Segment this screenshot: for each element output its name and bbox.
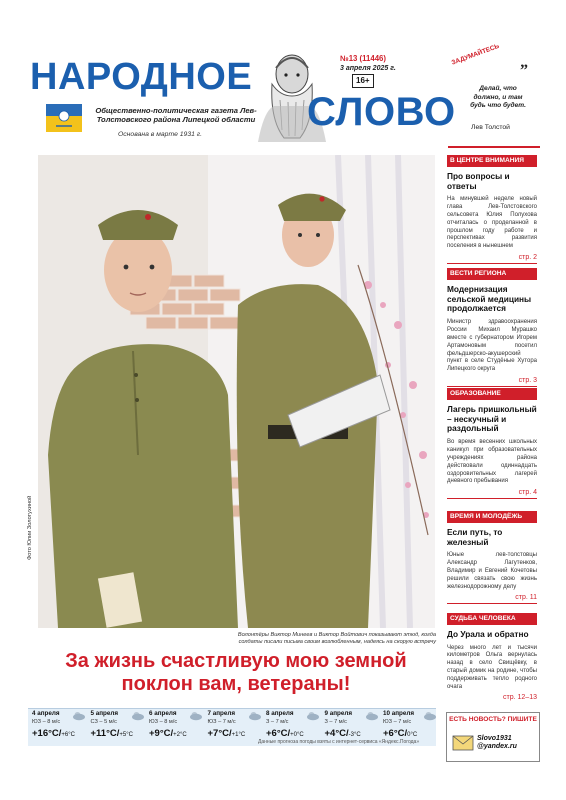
sidebar-story-page-link[interactable]: стр. 4 bbox=[518, 489, 537, 497]
cloud-icon bbox=[423, 711, 437, 721]
main-photo bbox=[38, 155, 435, 628]
weather-date: 9 апреля bbox=[324, 710, 353, 717]
quote-tag: ЗАДУМАЙТЕСЬ bbox=[450, 42, 501, 67]
quote-mark-icon: ” bbox=[520, 62, 528, 79]
weather-temp bbox=[266, 729, 324, 739]
news-tip-email[interactable]: Slovo1931 @yandex.ru bbox=[477, 735, 517, 751]
weather-temp bbox=[91, 729, 149, 739]
quote-text: Делай, что должно, и там будь что будет. bbox=[470, 85, 526, 110]
weather-wind: ЮЗ – 8 м/с bbox=[32, 719, 61, 726]
weather-day-temp: +6°C/ bbox=[383, 727, 408, 739]
cloud-icon bbox=[72, 711, 86, 721]
weather-day-temp: +7°C/ bbox=[207, 727, 232, 739]
sidebar-story[interactable] bbox=[447, 268, 537, 387]
weather-day-temp: +6°C/ bbox=[266, 727, 291, 739]
issue-number: №13 (11446) bbox=[340, 54, 386, 63]
sidebar-story-text: На минувшей неделе новый глава Лев-Толстовского сельсовета Юлия Полухова отчиталась о проделанной в прошлом году работе и перспективах развития поселения в нынешнем bbox=[447, 196, 537, 250]
photo-illustration bbox=[38, 155, 435, 628]
weather-temp bbox=[32, 729, 90, 739]
weather-night-temp: +5°C bbox=[119, 731, 133, 738]
weather-day bbox=[208, 711, 266, 745]
region-crest-icon bbox=[46, 104, 82, 132]
weather-night-temp: +6°C bbox=[61, 731, 75, 738]
sidebar-divider bbox=[447, 386, 537, 387]
sidebar-story[interactable] bbox=[447, 613, 537, 701]
envelope-icon bbox=[452, 733, 474, 751]
weather-source-note: Данные прогноза погоды взяты с интернет-сервиса «Яндекс.Погода» bbox=[258, 739, 420, 745]
weather-night-temp: +2°C bbox=[173, 731, 187, 738]
sidebar-story-title: Лагерь пришкольный – нескучный и раздольный bbox=[447, 403, 537, 434]
news-tip-heading: ЕСТЬ НОВОСТЬ? ПИШИТЕ bbox=[449, 716, 537, 723]
sidebar-story-title: Про вопросы и ответы bbox=[447, 170, 510, 191]
sidebar-divider bbox=[447, 603, 537, 604]
newspaper-title-part2: СЛОВО bbox=[307, 90, 456, 134]
weather-day-temp: +16°C/ bbox=[32, 727, 62, 739]
weather-wind: З – 7 м/с bbox=[266, 719, 289, 726]
weather-day bbox=[32, 711, 90, 745]
sidebar-rubric: В ЦЕНТРЕ ВНИМАНИЯ bbox=[447, 155, 537, 167]
weather-wind: З – 7 м/с bbox=[324, 719, 347, 726]
cloud-icon bbox=[131, 711, 145, 721]
sidebar-story-page-link[interactable]: стр. 11 bbox=[515, 594, 537, 602]
weather-wind: ЮЗ – 7 м/с bbox=[383, 719, 412, 726]
founded-note: Основана в марте 1931 г. bbox=[118, 131, 203, 138]
sidebar-divider bbox=[447, 498, 537, 499]
quote-divider bbox=[448, 146, 540, 148]
main-headline: За жизнь счастливую мою земной поклон вам, ветераны! bbox=[65, 650, 407, 695]
sidebar-story-page-link[interactable]: стр. 2 bbox=[518, 254, 537, 262]
sidebar-story[interactable] bbox=[447, 155, 537, 264]
sidebar-story-text: Во время весенних школьных каникул при образовательных учреждениях района действовали одиннадцать оздоровительных лагерей дневного пребывания bbox=[447, 439, 537, 485]
weather-wind: ЮЗ – 7 м/с bbox=[207, 719, 236, 726]
sidebar-rubric: ВРЕМЯ И МОЛОДЁЖЬ bbox=[447, 511, 537, 523]
sidebar-story[interactable] bbox=[447, 388, 537, 499]
newspaper-subtitle: Общественно-политическая газета Лев-Толстовского района Липецкой области bbox=[95, 106, 257, 125]
weather-date: 10 апреля bbox=[383, 710, 415, 717]
news-tip-box[interactable] bbox=[446, 712, 540, 762]
quote-box bbox=[447, 42, 542, 143]
cloud-icon bbox=[365, 711, 379, 721]
sidebar-story-page-link[interactable]: стр. 12–13 bbox=[503, 694, 537, 702]
newspaper-title-part1: НАРОДНОЕ bbox=[30, 56, 253, 98]
sidebar-story-title: Модернизация сельской медицины продолжается bbox=[447, 283, 532, 314]
weather-day bbox=[91, 711, 149, 745]
age-rating-badge: 16+ bbox=[352, 74, 374, 88]
sidebar-rubric: ОБРАЗОВАНИЕ bbox=[447, 388, 537, 400]
sidebar-divider bbox=[447, 263, 537, 264]
sidebar-rubric: СУДЬБА ЧЕЛОВЕКА bbox=[447, 613, 537, 625]
weather-day-temp: +9°C/ bbox=[149, 727, 174, 739]
sidebar-rubric: ВЕСТИ РЕГИОНА bbox=[447, 268, 537, 280]
weather-temp bbox=[383, 729, 441, 739]
sidebar-story-title: Если путь, то железный bbox=[447, 526, 503, 547]
sidebar-story-page-link[interactable]: стр. 3 bbox=[518, 377, 537, 385]
weather-date: 5 апреля bbox=[90, 710, 119, 717]
weather-day bbox=[149, 711, 207, 745]
masthead bbox=[26, 50, 456, 150]
weather-date: 8 апреля bbox=[266, 710, 294, 717]
weather-night-temp: +1°C bbox=[231, 731, 246, 738]
weather-wind: ЮЗ – 8 м/с bbox=[149, 719, 178, 726]
issue-date: 3 апреля 2025 г. bbox=[340, 65, 396, 72]
sidebar-story-text: Через много лет и тысячи километров Ольга вернулась назад в село Свищёвку, в старый домик на родине, чтобы поддерживать тепло родного очага bbox=[447, 644, 537, 690]
weather-night-temp: 0°C bbox=[407, 731, 418, 738]
weather-night-temp: +0°C bbox=[290, 731, 304, 738]
sidebar-story-text: Юные лев-толстовцы Александр Лагутенков, Владимир и Евгений Кочетовы решили связать свою жизнь железнодорожному делу bbox=[447, 552, 537, 590]
weather-day-temp: +4°C/ bbox=[324, 727, 349, 739]
weather-temp bbox=[149, 729, 207, 739]
sidebar-story[interactable] bbox=[447, 511, 537, 604]
cloud-icon bbox=[248, 711, 262, 721]
weather-date: 6 апреля bbox=[149, 710, 177, 717]
cloud-icon bbox=[306, 711, 320, 721]
sidebar-story-text: Министр здравоохранения России Михаил Мурашко вместе с губернатором Игорем Артамоновым посетил фельдшерско-акушерский пункт в селе Студёные Хутора Липецкого округа bbox=[447, 319, 537, 373]
weather-date: 7 апреля bbox=[207, 710, 236, 717]
weather-day-temp: +11°C/ bbox=[90, 727, 120, 739]
weather-wind: СЗ – 5 м/с bbox=[90, 719, 117, 726]
weather-temp bbox=[325, 729, 383, 739]
sidebar-story-title: До Урала и обратно bbox=[447, 628, 529, 639]
cloud-icon bbox=[189, 711, 203, 721]
weather-temp bbox=[208, 729, 266, 739]
weather-night-temp: -3°C bbox=[348, 731, 361, 738]
weather-date: 4 апреля bbox=[32, 710, 60, 717]
photo-credit: Фото Юлии Золотухиной bbox=[27, 495, 33, 560]
quote-author: Лев Толстой bbox=[471, 124, 510, 131]
photo-caption: Волонтёры Виктор Минеев и Виктор Войтович показывают этюд, когда солдаты писали письма своим возлюбленным, надеясь на скорую встречу bbox=[237, 632, 436, 646]
